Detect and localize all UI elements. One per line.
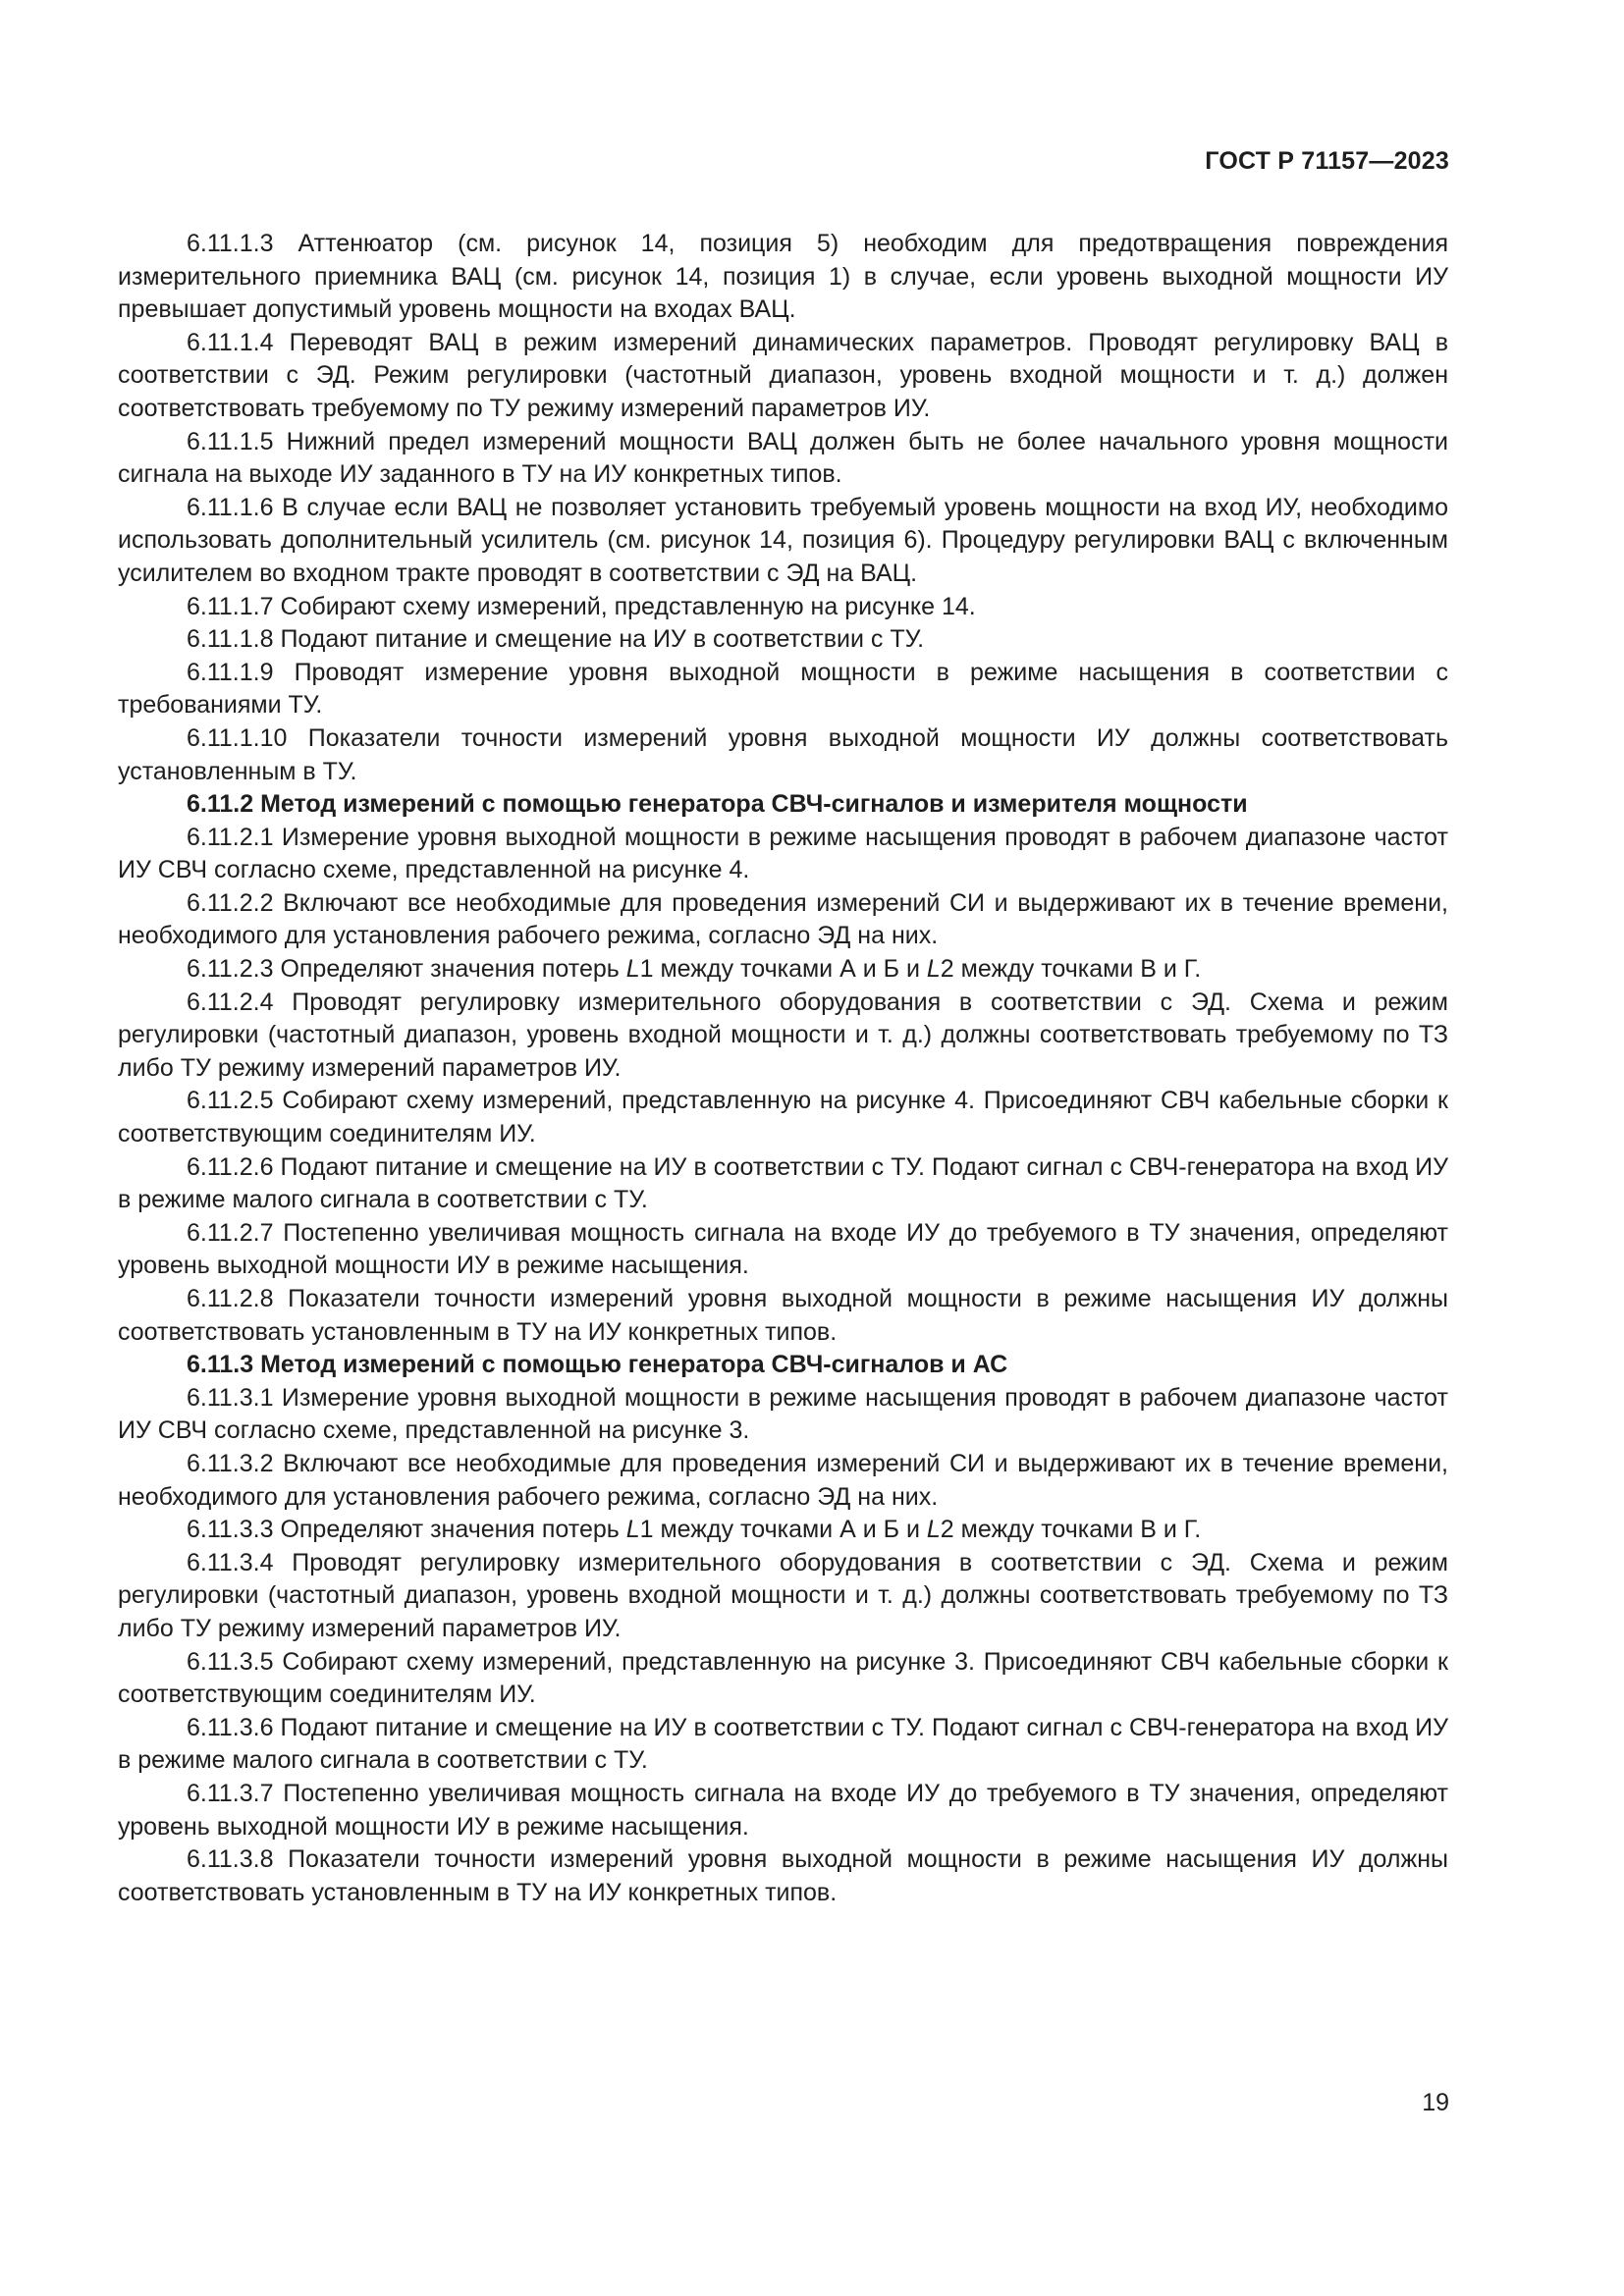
paragraph: 6.11.1.10 Показатели точности измерений уровня выходной мощности ИУ должны соответствовать установленным в ТУ. (118, 723, 1448, 785)
paragraph: 6.11.1.7 Собирают схему измерений, представленную на рисунке 14. (187, 592, 976, 620)
paragraph: 6.11.1.8 Подают питание и смещение на ИУ в соответствии с ТУ. (187, 625, 925, 654)
text-run: 6.11.3.3 Определяют значения потерь (187, 1516, 626, 1544)
paragraph (118, 1514, 1448, 1547)
text-run: L (625, 1516, 640, 1544)
paragraph: 6.11.2.6 Подают питание и смещение на ИУ в соответствии с ТУ. Подают сигнал с СВЧ-генератора на вход ИУ в режиме малого сигнала в соответствии с ТУ. (118, 1152, 1448, 1214)
section-heading: 6.11.3 Метод измерений с помощью генератора СВЧ-сигналов и АС (187, 1351, 1008, 1379)
paragraph: 6.11.3.4 Проводят регулировку измерительного оборудования в соответствии с ЭД. Схема и режим регулировки (частотный диапазон, уровень входной мощности и т. д.) должны соответствовать требуемому по ТЗ либо ТУ режиму измерений параметров ИУ. (118, 1548, 1448, 1642)
paragraph: 6.11.1.3 Аттенюатор (см. рисунок 14, позиция 5) необходим для предотвращения повреждения измерительного приемника ВАЦ (см. рисунок 14, позиция 1) в случае, если уровень выходной мощности ИУ превышает допустимый уровень мощности на входах ВАЦ. (118, 230, 1448, 324)
paragraph: 6.11.2.7 Постепенно увеличивая мощность сигнала на входе ИУ до требуемого в ТУ значения, определяют уровень выходной мощности ИУ в режиме насыщения. (118, 1218, 1448, 1280)
text-run: L (625, 955, 640, 984)
document-code: ГОСТ Р 71157—2023 (1205, 147, 1449, 175)
section-heading: 6.11.2 Метод измерений с помощью генератора СВЧ-сигналов и измерителя мощности (187, 790, 1248, 819)
paragraph: 6.11.2.2 Включают все необходимые для проведения измерений СИ и выдерживают их в течение времени, необходимого для установления рабочего режима, согласно ЭД на них. (118, 888, 1448, 950)
paragraph: 6.11.3.8 Показатели точности измерений уровня выходной мощности в режиме насыщения ИУ должны соответствовать установленным в ТУ на ИУ конкретных типов. (118, 1845, 1448, 1906)
paragraph: 6.11.3.2 Включают все необходимые для проведения измерений СИ и выдерживают их в течение времени, необходимого для установления рабочего режима, согласно ЭД на них. (118, 1449, 1448, 1511)
page-number: 19 (1422, 2089, 1449, 2116)
text-run: 1 между точками А и Б и (639, 1516, 927, 1544)
paragraph: 6.11.1.9 Проводят измерение уровня выходной мощности в режиме насыщения в соответствии с требованиями ТУ. (118, 658, 1448, 720)
paragraph: 6.11.2.4 Проводят регулировку измерительного оборудования в соответствии с ЭД. Схема и режим регулировки (частотный диапазон, уровень входной мощности и т. д.) должны соответствовать требуемому по ТЗ либо ТУ режиму измерений параметров ИУ. (118, 988, 1448, 1082)
text-run: 6.11.2.3 Определяют значения потерь (187, 955, 626, 984)
document-body (118, 228, 1448, 1909)
text-run: 2 между точками В и Г. (940, 1516, 1202, 1544)
paragraph: 6.11.1.6 В случае если ВАЦ не позволяет установить требуемый уровень мощности на вход ИУ, необходимо использовать дополнительный усилитель (см. рисунок 14, позиция 6). Процедуру регулировки ВАЦ с включенным усилителем во входном тракте проводят в соответствии с ЭД на ВАЦ. (118, 493, 1448, 587)
paragraph: 6.11.3.5 Собирают схему измерений, представленную на рисунке 3. Присоединяют СВЧ кабельные сборки к соответствующим соединителям ИУ. (118, 1647, 1448, 1709)
paragraph: 6.11.2.5 Собирают схему измерений, представленную на рисунке 4. Присоединяют СВЧ кабельные сборки к соответствующим соединителям ИУ. (118, 1087, 1448, 1148)
paragraph: 6.11.1.5 Нижний предел измерений мощности ВАЦ должен быть не более начального уровня мощности сигнала на выходе ИУ заданного в ТУ на ИУ конкретных типов. (118, 427, 1448, 489)
paragraph: 6.11.2.8 Показатели точности измерений уровня выходной мощности в режиме насыщения ИУ должны соответствовать установленным в ТУ на ИУ конкретных типов. (118, 1285, 1448, 1346)
paragraph: 6.11.1.4 Переводят ВАЦ в режим измерений динамических параметров. Проводят регулировку ВАЦ в соответствии с ЭД. Режим регулировки (частотный диапазон, уровень входной мощности и т. д.) должен соответствовать требуемому по ТУ режиму измерений параметров ИУ. (118, 328, 1448, 422)
paragraph: 6.11.2.1 Измерение уровня выходной мощности в режиме насыщения проводят в рабочем диапазоне частот ИУ СВЧ согласно схеме, представленной на рисунке 4. (118, 823, 1448, 884)
paragraph (118, 953, 1448, 987)
paragraph: 6.11.3.6 Подают питание и смещение на ИУ в соответствии с ТУ. Подают сигнал с СВЧ-генератора на вход ИУ в режиме малого сигнала в соответствии с ТУ. (118, 1713, 1448, 1775)
paragraph: 6.11.3.7 Постепенно увеличивая мощность сигнала на входе ИУ до требуемого в ТУ значения, определяют уровень выходной мощности ИУ в режиме насыщения. (118, 1779, 1448, 1841)
text-run: L (926, 955, 941, 984)
paragraph: 6.11.3.1 Измерение уровня выходной мощности в режиме насыщения проводят в рабочем диапазоне частот ИУ СВЧ согласно схеме, представленной на рисунке 3. (118, 1383, 1448, 1445)
text-run: 2 между точками В и Г. (940, 955, 1202, 984)
text-run: 1 между точками А и Б и (639, 955, 927, 984)
text-run: L (926, 1516, 941, 1544)
